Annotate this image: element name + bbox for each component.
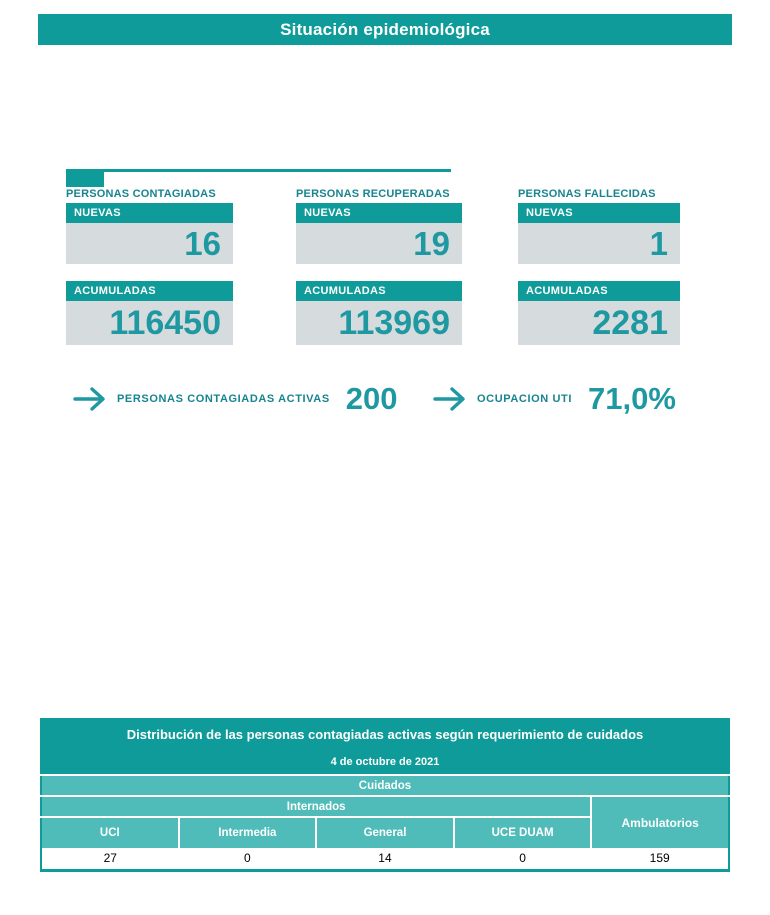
nuevas-box (296, 203, 462, 264)
nuevas-value: 1 (518, 223, 680, 264)
nuevas-box (66, 203, 233, 264)
table-group-row (41, 775, 729, 796)
column-header-uce-duam: UCE DUAM (454, 817, 592, 848)
indicator-icu-occupancy (433, 381, 676, 417)
page-title-banner (38, 14, 732, 45)
column-header-ambulatorios: Ambulatorios (591, 796, 729, 848)
card-personas-fallecidas (518, 188, 680, 345)
value-intermedia: 0 (179, 848, 317, 870)
page-title: Situación epidemiológica (280, 19, 490, 39)
table-title-row (41, 719, 729, 749)
value-general: 14 (316, 848, 454, 870)
value-uce-duam: 0 (454, 848, 592, 870)
nuevas-value: 16 (66, 223, 233, 264)
column-header-uci: UCI (41, 817, 179, 848)
indicator-active-cases (73, 381, 398, 417)
value-uci: 27 (41, 848, 179, 870)
nuevas-box (518, 203, 680, 264)
nuevas-header: NUEVAS (296, 203, 462, 223)
column-header-intermedia: Intermedia (179, 817, 317, 848)
table-title: Distribución de las personas contagiadas activas según requerimiento de cuidados (41, 719, 729, 749)
acumuladas-header: ACUMULADAS (296, 281, 462, 301)
accent-line (66, 169, 451, 172)
card-title: PERSONAS FALLECIDAS (518, 188, 656, 200)
subgroup-header-internados: Internados (41, 796, 591, 817)
right-arrow-icon (433, 385, 467, 413)
active-cases-label: PERSONAS CONTAGIADAS ACTIVAS (117, 393, 330, 405)
acumuladas-box (66, 281, 233, 345)
card-title: PERSONAS RECUPERADAS (296, 188, 450, 200)
value-ambulatorios: 159 (591, 848, 729, 870)
acumuladas-box (296, 281, 462, 345)
table-subgroup-row (41, 796, 729, 817)
icu-occupancy-value: 71,0% (587, 381, 676, 416)
acumuladas-box (518, 281, 680, 345)
active-cases-value: 200 (345, 381, 398, 416)
table-date: 4 de octubre de 2021 (41, 749, 729, 775)
nuevas-header: NUEVAS (518, 203, 680, 223)
care-distribution-table (40, 718, 730, 872)
table-date-row (41, 749, 729, 775)
right-arrow-icon (73, 385, 107, 413)
nuevas-header: NUEVAS (66, 203, 233, 223)
acumuladas-header: ACUMULADAS (66, 281, 233, 301)
table-values-row (41, 848, 729, 870)
card-personas-recuperadas (296, 188, 462, 345)
acumuladas-value: 113969 (296, 301, 462, 345)
card-title: PERSONAS CONTAGIADAS (66, 188, 216, 200)
acumuladas-value: 2281 (518, 301, 680, 345)
nuevas-value: 19 (296, 223, 462, 264)
accent-tab (66, 169, 104, 187)
icu-occupancy-label: OCUPACION UTI (477, 393, 572, 405)
column-header-general: General (316, 817, 454, 848)
acumuladas-header: ACUMULADAS (518, 281, 680, 301)
card-personas-contagiadas (66, 188, 233, 345)
group-header-cuidados: Cuidados (41, 775, 729, 796)
acumuladas-value: 116450 (66, 301, 233, 345)
